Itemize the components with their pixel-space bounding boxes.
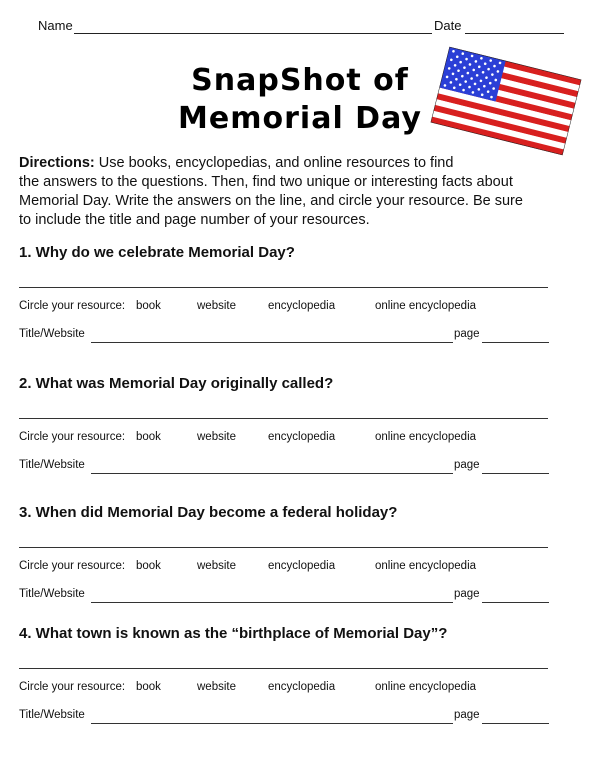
resource-encyclopedia[interactable]: encyclopedia [268, 560, 336, 572]
resource-row [0, 681, 600, 697]
directions-line-3: Memorial Day. Write the answers on the line, and circle your resource. Be sure [19, 193, 523, 209]
title-website-line[interactable] [91, 602, 453, 603]
question-text: 2. What was Memorial Day originally called? [19, 375, 334, 392]
resource-prompt: Circle your resource: [19, 560, 126, 572]
resource-row [0, 300, 600, 316]
resource-website[interactable]: website [197, 431, 236, 443]
directions-line-1: Use books, encyclopedias, and online resources to find [94, 155, 454, 171]
resource-encyclopedia[interactable]: encyclopedia [268, 431, 336, 443]
resource-encyclopedia[interactable]: encyclopedia [268, 300, 336, 312]
directions-label: Directions: [19, 155, 95, 171]
page-label: page [454, 709, 480, 721]
page-line[interactable] [482, 342, 549, 343]
resource-row [0, 560, 600, 576]
answer-line[interactable] [19, 418, 548, 419]
resource-book[interactable]: book [136, 431, 161, 443]
title-website-line[interactable] [91, 723, 453, 724]
question-text: 1. Why do we celebrate Memorial Day? [19, 244, 295, 261]
page-line[interactable] [482, 723, 549, 724]
page-label: page [454, 588, 480, 600]
title-website-label: Title/Website [19, 328, 85, 340]
answer-line[interactable] [19, 287, 548, 288]
resource-online-encyclopedia[interactable]: online encyclopedia [375, 560, 477, 572]
page-line[interactable] [482, 602, 549, 603]
question-text: 4. What town is known as the “birthplace of Memorial Day”? [19, 625, 448, 642]
title-website-label: Title/Website [19, 588, 85, 600]
question-block-3 [0, 504, 600, 624]
directions-line-2: the answers to the questions. Then, find two unique or interesting facts about [19, 174, 513, 190]
title-website-label: Title/Website [19, 459, 85, 471]
answer-line[interactable] [19, 547, 548, 548]
page-line[interactable] [482, 473, 549, 474]
question-text: 3. When did Memorial Day become a federal holiday? [19, 504, 398, 521]
date-label: Date [434, 18, 462, 33]
page-label: page [454, 328, 480, 340]
resource-online-encyclopedia[interactable]: online encyclopedia [375, 300, 477, 312]
resource-website[interactable]: website [197, 681, 236, 693]
title-website-line[interactable] [91, 342, 453, 343]
question-block-2 [0, 375, 600, 495]
resource-encyclopedia[interactable]: encyclopedia [268, 681, 336, 693]
resource-row [0, 431, 600, 447]
page-label: page [454, 459, 480, 471]
resource-website[interactable]: website [197, 560, 236, 572]
resource-online-encyclopedia[interactable]: online encyclopedia [375, 431, 477, 443]
title-website-line[interactable] [91, 473, 453, 474]
resource-prompt: Circle your resource: [19, 300, 126, 312]
resource-book[interactable]: book [136, 300, 161, 312]
question-block-1 [0, 244, 600, 364]
title-line-2: Memorial Day [178, 101, 422, 136]
resource-prompt: Circle your resource: [19, 681, 126, 693]
question-block-4 [0, 625, 600, 745]
name-label: Name [38, 18, 73, 33]
resource-online-encyclopedia[interactable]: online encyclopedia [375, 681, 477, 693]
answer-line[interactable] [19, 668, 548, 669]
title-website-label: Title/Website [19, 709, 85, 721]
directions-line-4: to include the title and page number of your resources. [19, 212, 370, 228]
resource-book[interactable]: book [136, 681, 161, 693]
resource-prompt: Circle your resource: [19, 431, 126, 443]
title-line-1: SnapShot of [191, 63, 409, 98]
resource-book[interactable]: book [136, 560, 161, 572]
resource-website[interactable]: website [197, 300, 236, 312]
